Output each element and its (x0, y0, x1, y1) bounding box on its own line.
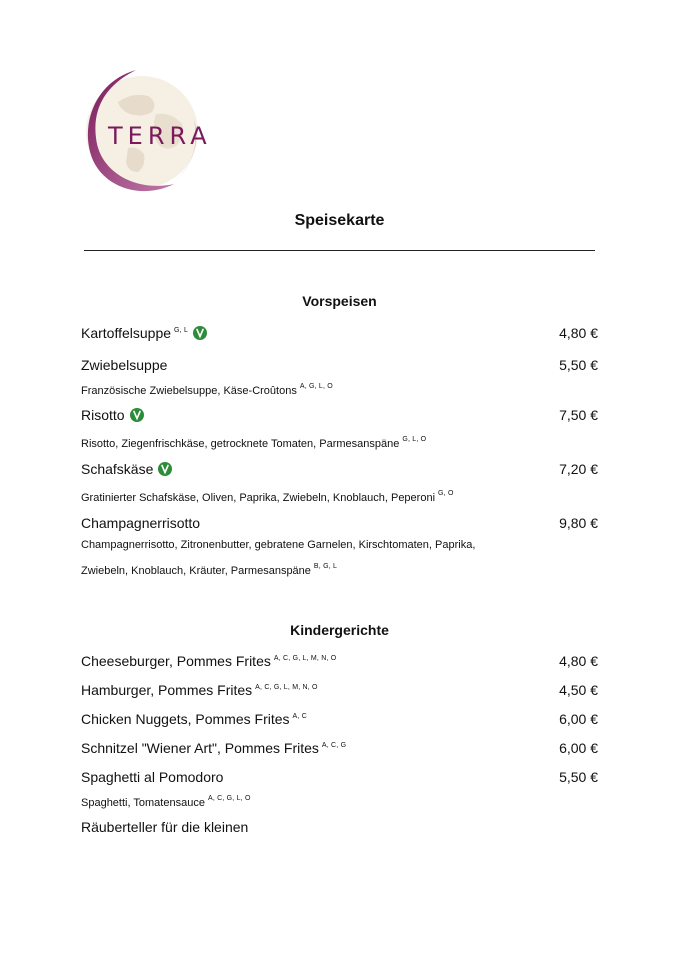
menu-item (81, 709, 598, 729)
menu-item (81, 651, 598, 671)
description-text: Spaghetti, Tomatensauce (81, 797, 205, 809)
allergen-codes: A, C, G (321, 742, 347, 749)
description-text: Französische Zwiebelsuppe, Käse-Croûtons (81, 385, 297, 397)
menu-item (81, 817, 598, 837)
item-name: Risotto (81, 407, 125, 423)
description-text: Gratinierter Schafskäse, Oliven, Paprika, Zwiebeln, Knoblauch, Peperoni (81, 492, 436, 504)
allergen-codes: G, L, O (402, 436, 427, 443)
logo-brand-text: TERRA (108, 122, 212, 150)
item-description (81, 788, 521, 814)
allergen-codes: G, L (174, 327, 189, 334)
item-price: 7,20 € (559, 461, 598, 477)
menu-item (81, 738, 598, 758)
menu-item (81, 680, 598, 700)
item-price: 9,80 € (559, 515, 598, 531)
item-name: Schafskäse (81, 461, 154, 477)
allergen-codes: A, C, G, L, O (207, 795, 251, 802)
page-title: Speisekarte (294, 212, 385, 229)
item-name: Kartoffelsuppe (81, 325, 172, 341)
allergen-codes: A, G, L, O (299, 383, 333, 390)
item-price: 6,00 € (559, 740, 598, 756)
description-text: Risotto, Ziegenfrischkäse, getrocknete Tomaten, Parmesanspäne (81, 438, 400, 450)
title-divider (84, 250, 595, 251)
menu-item (81, 767, 598, 814)
item-name: Spaghetti al Pomodoro (81, 769, 224, 785)
item-price: 4,80 € (559, 325, 598, 341)
item-price: 5,50 € (559, 769, 598, 785)
item-price: 4,50 € (559, 682, 598, 698)
menu-item (81, 405, 598, 455)
item-name: Champagnerrisotto (81, 515, 201, 531)
item-name: Hamburger, Pommes Frites (81, 682, 253, 698)
item-name: Schnitzel "Wiener Art", Pommes Frites (81, 740, 319, 756)
vegetarian-leaf-icon (158, 462, 172, 476)
menu-item (81, 355, 598, 402)
item-price: 7,50 € (559, 407, 598, 423)
item-description (81, 429, 521, 455)
menu-item (81, 323, 598, 343)
menu-item (81, 459, 598, 509)
item-name: Chicken Nuggets, Pommes Frites (81, 711, 290, 727)
terra-logo (78, 66, 212, 196)
allergen-codes: A, C, G, L, M, N, O (255, 684, 318, 691)
vegetarian-leaf-icon (130, 408, 144, 422)
item-description (81, 534, 511, 582)
allergen-codes: A, C (292, 713, 307, 720)
section-title-vorspeisen: Vorspeisen (302, 293, 377, 309)
allergen-codes: A, C, G, L, M, N, O (273, 655, 337, 662)
item-price: 6,00 € (559, 711, 598, 727)
item-price: 4,80 € (559, 653, 598, 669)
item-name: Räuberteller für die kleinen (81, 819, 249, 835)
item-name: Zwiebelsuppe (81, 357, 168, 373)
vegetarian-leaf-icon (193, 326, 207, 340)
menu-item (81, 513, 598, 582)
item-price: 5,50 € (559, 357, 598, 373)
item-description (81, 483, 561, 509)
description-text: Champagnerrisotto, Zitronenbutter, gebratene Garnelen, Kirschtomaten, Paprika, Zwiebeln, Knoblauch, Kräuter, Parmesanspäne (81, 539, 476, 577)
section-title-kindergerichte: Kindergerichte (290, 622, 389, 638)
item-name: Cheeseburger, Pommes Frites (81, 653, 271, 669)
item-description (81, 376, 521, 402)
allergen-codes: G, O (438, 490, 454, 497)
allergen-codes: B, G, L (313, 563, 338, 570)
